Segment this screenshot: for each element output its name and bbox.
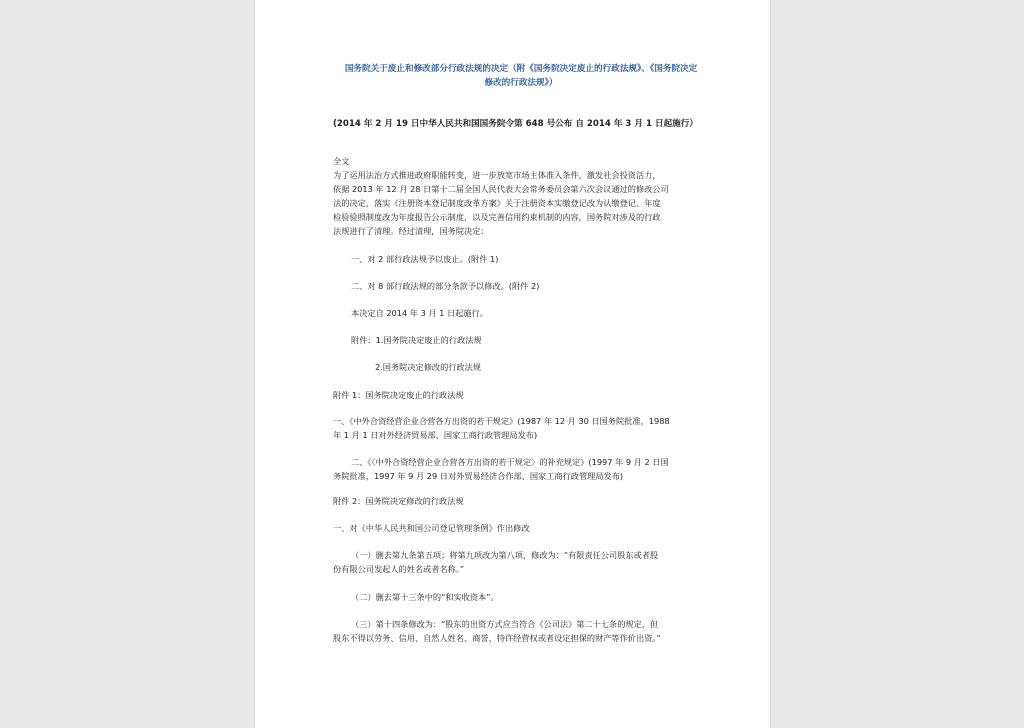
title-line-1: 国务院关于废止和修改部分行政法规的决定（附《国务院决定废止的行政法规》、《国务院决定 xyxy=(344,64,698,74)
fulltext-label: 全文 xyxy=(333,156,350,166)
intro-line-4: 检验验照制度改为年度报告公示制度，以及完善信用约束机制的内容，国务院对涉及的行政 xyxy=(333,212,661,222)
intro-line-1: 为了运用法治方式推进政府职能转变，进一步放宽市场主体准入条件，激发社会投资活力， xyxy=(333,170,661,180)
decision-item-2: 二、对 8 部行政法规的部分条款予以修改。(附件 2) xyxy=(351,281,540,291)
promulgation-note: (2014 年 2 月 19 日中华人民共和国国务院令第 648 号公布 自 2014 年 3 月 1 日起施行） xyxy=(333,119,698,129)
attachment-list-1: 附件：1.国务院决定废止的行政法规 xyxy=(351,335,482,345)
annex1-item2-line-1: 二、《〈中外合资经营企业合营各方出资的若干规定〉的补充规定》(1997 年 9 月 2 日国 xyxy=(351,457,669,467)
annex2-sub1-line-2: 份有限公司发起人的姓名或者名称。” xyxy=(333,564,465,574)
effective-date: 本决定自 2014 年 3 月 1 日起施行。 xyxy=(351,308,488,318)
decision-item-1: 一、对 2 部行政法规予以废止。(附件 1) xyxy=(351,254,499,264)
title-line-2: 修改的行政法规》） xyxy=(484,78,558,88)
annex2-heading: 附件 2：国务院决定修改的行政法规 xyxy=(333,496,464,506)
intro-line-2: 依据 2013 年 12 月 28 日第十二届全国人民代表大会常务委员会第六次会议通过的修改公司 xyxy=(333,184,669,194)
annex2-sub1-line-1: （一）删去第九条第五项；将第九项改为第八项，修改为：“有限责任公司股东或者股 xyxy=(351,550,659,560)
annex1-item1-line-1: 一、《中外合资经营企业合营各方出资的若干规定》(1987 年 12 月 30 日国务院批准，1988 xyxy=(333,416,670,426)
document-title xyxy=(331,62,711,90)
intro-line-3: 法的决定，落实《注册资本登记制度改革方案》关于注册资本实缴登记改为认缴登记、年度 xyxy=(333,198,661,208)
annex2-sub2: （二）删去第十三条中的“和实收资本”。 xyxy=(351,592,499,602)
intro-line-5: 法规进行了清理。经过清理，国务院决定： xyxy=(333,226,489,236)
annex1-item1-line-2: 年 1 月 1 日对外经济贸易部、国家工商行政管理局发布) xyxy=(333,430,538,440)
annex1-item2-line-2: 务院批准，1997 年 9 月 29 日对外贸易经济合作部、国家工商行政管理局发布) xyxy=(333,471,624,481)
attachment-list-2: 2.国务院决定修改的行政法规 xyxy=(375,362,482,372)
document-page xyxy=(255,0,770,728)
annex2-sub3-line-2: 股东不得以劳务、信用、自然人姓名、商誉、特许经营权或者设定担保的财产等作价出资。” xyxy=(333,633,661,643)
annex2-item-1: 一、对《中华人民共和国公司登记管理条例》作出修改 xyxy=(333,523,530,533)
annex2-sub3-line-1: （三）第十四条修改为：“股东的出资方式应当符合《公司法》第二十七条的规定，但 xyxy=(351,619,659,629)
annex1-heading: 附件 1：国务院决定废止的行政法规 xyxy=(333,390,464,400)
